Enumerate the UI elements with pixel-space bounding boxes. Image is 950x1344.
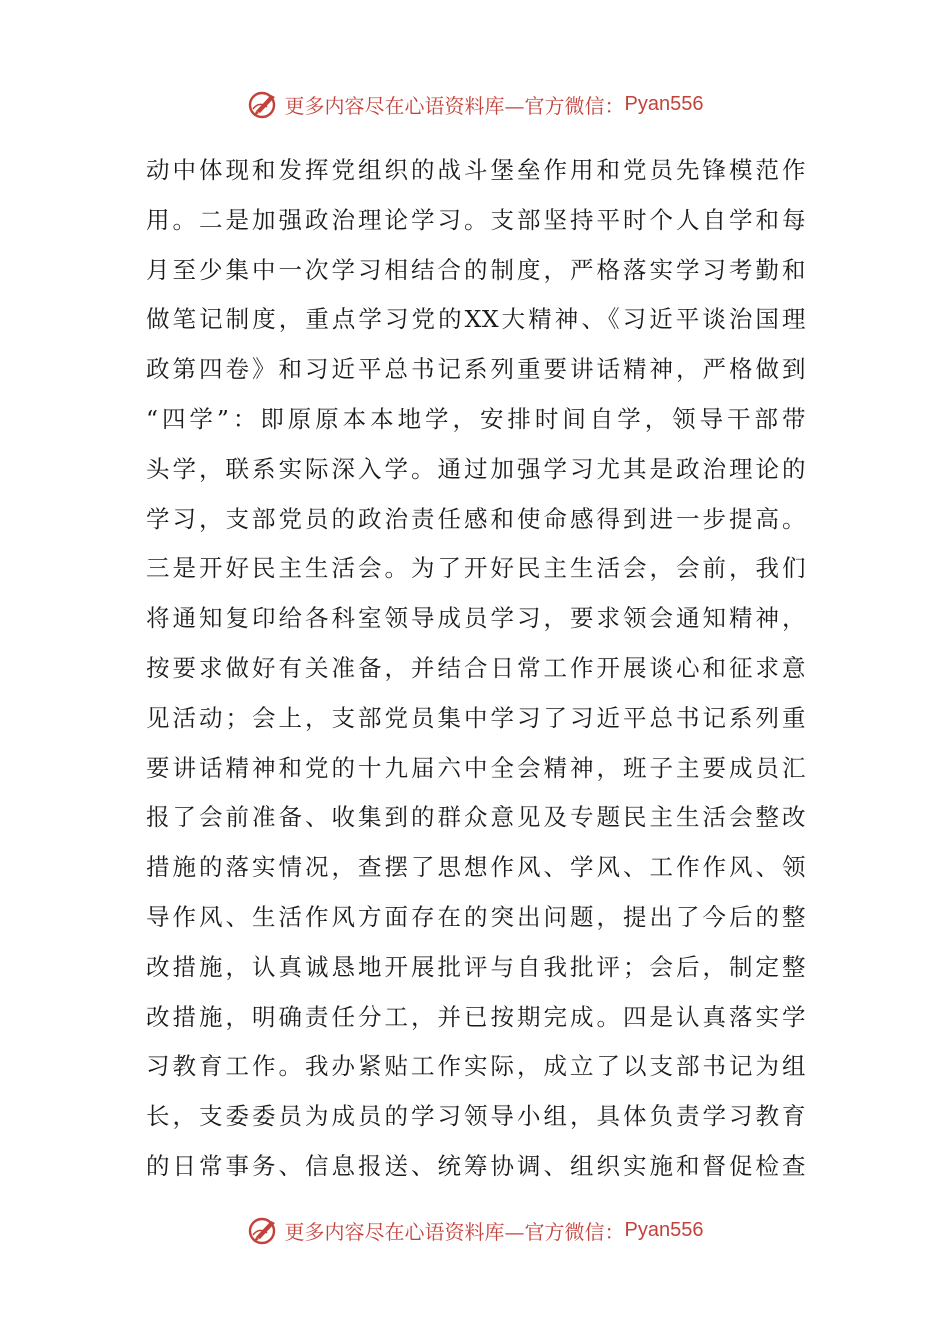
text-line: 按要求做好有关准备，并结合日常工作开展谈心和征求意: [146, 653, 806, 682]
pen-circle-logo-icon: [247, 87, 281, 121]
header-text: 更多内容尽在心语资料库—官方微信：: [284, 93, 625, 118]
pen-circle-logo-icon: [247, 1213, 281, 1247]
footer-banner: [0, 1210, 950, 1250]
header-banner: [0, 84, 950, 124]
text-line: 月至少集中一次学习相结合的制度，严格落实学习考勤和: [146, 255, 806, 284]
text-line: 学习，支部党员的政治责任感和使命感得到进一步提高。: [146, 504, 806, 533]
text-line: 要讲话精神和党的十九届六中全会精神，班子主要成员汇: [146, 753, 806, 782]
text-line: 改措施，明确责任分工，并已按期完成。四是认真落实学: [146, 1002, 806, 1031]
text-line: 用。二是加强政治理论学习。支部坚持平时个人自学和每: [146, 205, 806, 234]
text-line: 将通知复印给各科室领导成员学习，要求领会通知精神，: [146, 604, 806, 633]
text-line: 导作风、生活作风方面存在的突出问题，提出了今后的整: [146, 902, 806, 931]
text-line: 做笔记制度，重点学习党的XX大精神、《习近平谈治国理: [146, 305, 806, 334]
text-line: 措施的落实情况，查摆了思想作风、学风、工作作风、领: [146, 853, 806, 882]
document-body: [146, 146, 806, 1192]
footer-text: 更多内容尽在心语资料库—官方微信：: [284, 1219, 625, 1244]
text-line: 的日常事务、信息报送、统筹协调、组织实施和督促检查: [146, 1151, 806, 1180]
text-line: 三是开好民主生活会。为了开好民主生活会，会前，我们: [146, 554, 806, 583]
text-line: 头学，联系实际深入学。通过加强学习尤其是政治理论的: [146, 454, 806, 483]
text-line: 改措施，认真诚恳地开展批评与自我批评；会后，制定整: [146, 952, 806, 981]
text-line: 见活动；会上，支部党员集中学习了习近平总书记系列重: [146, 703, 806, 732]
text-line: 政第四卷》和习近平总书记系列重要讲话精神，严格做到: [146, 355, 806, 384]
text-line: 报了会前准备、收集到的群众意见及专题民主生活会整改: [146, 803, 806, 832]
text-line: 动中体现和发挥党组织的战斗堡垒作用和党员先锋模范作: [146, 156, 806, 184]
footer-wechat-id: Pyan556: [624, 1218, 704, 1241]
text-line: “四学”：即原原本本地学，安排时间自学，领导干部带: [146, 404, 806, 433]
text-line: 习教育工作。我办紧贴工作实际，成立了以支部书记为组: [146, 1052, 806, 1081]
text-line: 长，支委委员为成员的学习领导小组，具体负责学习教育: [146, 1102, 806, 1131]
header-wechat-id: Pyan556: [624, 92, 704, 115]
